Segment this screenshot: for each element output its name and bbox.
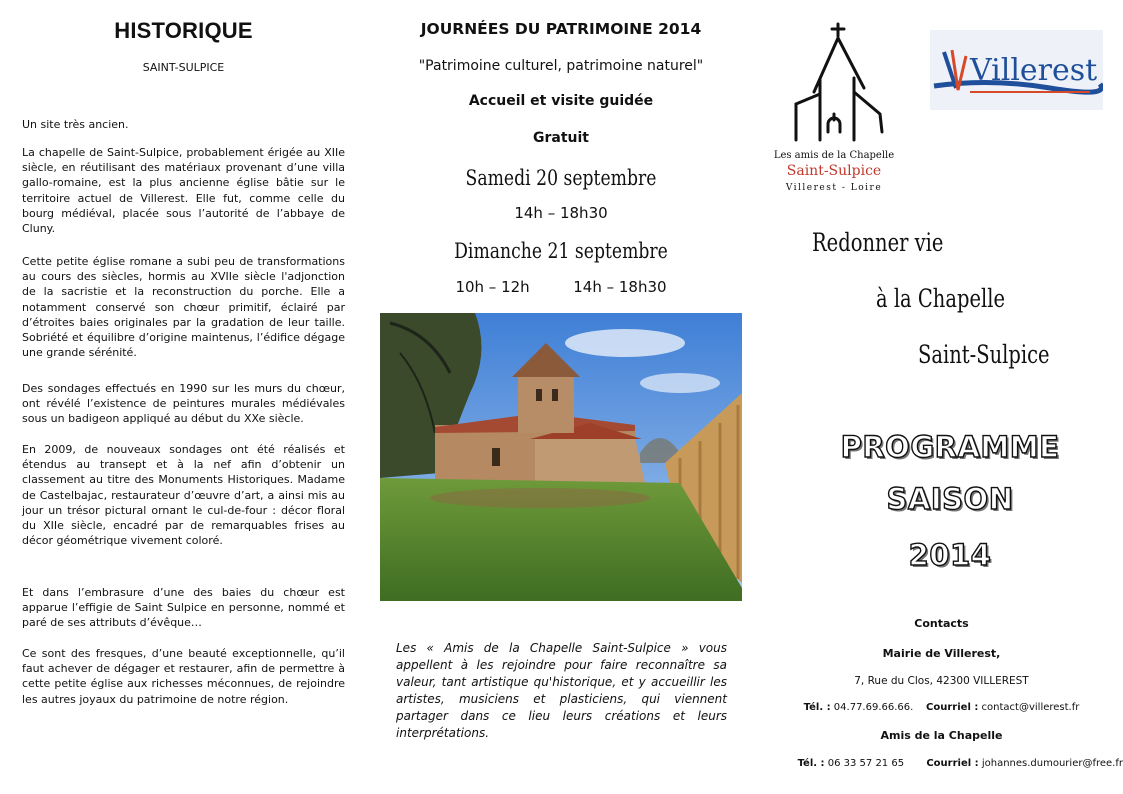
friends-phone[interactable]: 06 33 57 21 65 — [827, 758, 905, 769]
history-paragraph: Des sondages effectués en 1990 sur les murs du chœur, ont révélé l’existence de peintures murales médiévales sous un badigeon appliqué au début du XXe siècle. — [22, 382, 345, 426]
history-paragraph: Ce sont des fresques, d’une beauté exceptionnelle, qu’il faut achever de dégager et restaurer, afin de permettre à cette petite église aux richesses méconnues, de rejoindre les autres joyaux du patrimoine de notre région. — [22, 647, 345, 706]
friends-association-logo — [768, 20, 900, 198]
tel-label: Tél. : — [803, 702, 831, 713]
chapel-photo — [380, 313, 742, 601]
event-welcome: Accueil et visite guidée — [468, 93, 654, 109]
tagline-line-2: à la Chapelle — [876, 284, 1006, 313]
mail-label: Courriel : — [926, 758, 979, 769]
logo-church-text-1: Les amis de la Chapelle — [773, 150, 895, 161]
tagline-line-1: Redonner vie — [812, 228, 944, 257]
history-paragraph: En 2009, de nouveaux sondages ont été réalisés et étendus au transept et à la nef afin d’obtenir un classement au titre des Monuments Historiques. Madame de Castelbajac, restaurateur d’œuvre d’art, a ainsi mis au jour un trésor pictural ornant le cul-de-four : décor floral du XIIe siècle, encadré par de remarquables frises au décor géométrique vivement coloré. — [22, 443, 345, 548]
friends-contact-line — [780, 758, 1123, 769]
event-title: JOURNÉES DU PATRIMOINE 2014 — [420, 20, 702, 38]
mairie-email[interactable]: contact@villerest.fr — [981, 702, 1080, 713]
mairie-contact-line — [760, 702, 1123, 713]
saturday-date: Samedi 20 septembre — [465, 166, 657, 190]
history-paragraph: Et dans l’embrasure d’une des baies du chœur est apparue l’effigie de Saint Sulpice en personne, nommé et paré de ses attributs d’évêque… — [22, 586, 345, 630]
tel-label: Tél. : — [797, 758, 825, 769]
tagline-line-3: Saint-Sulpice — [918, 340, 1050, 369]
saturday-hours: 14h – 18h30 — [514, 204, 608, 222]
villerest-logo — [930, 30, 1103, 110]
mairie-phone[interactable]: 04.77.69.66.66. — [833, 702, 914, 713]
history-paragraph: Un site très ancien. — [22, 118, 129, 131]
history-paragraph: La chapelle de Saint-Sulpice, probablement érigée au XIIe siècle, en réutilisant des matériaux provenant d’une villa gallo-romaine, est la plus ancienne église bâtie sur le territoire actuel de Villerest. Elle fut, comme celle du bourg médiéval, placée sous l’autorité de l’abbaye de Cluny. — [22, 146, 345, 236]
villerest-logo-text: Villerest — [970, 53, 1098, 88]
program-season: SAISON — [886, 482, 1014, 516]
program-year: 2014 — [908, 538, 992, 572]
sunday-date: Dimanche 21 septembre — [454, 239, 668, 263]
mail-label: Courriel : — [926, 702, 979, 713]
friends-name: Amis de la Chapelle — [880, 729, 1003, 742]
logo-church-text-2: Saint-Sulpice — [786, 163, 882, 179]
mairie-name: Mairie de Villerest, — [882, 647, 1001, 660]
historique-subtitle: SAINT-SULPICE — [142, 61, 225, 74]
event-slogan: "Patrimoine culturel, patrimoine naturel" — [418, 58, 704, 74]
program-heading: PROGRAMME — [840, 430, 1060, 464]
sunday-hours-morning: 10h – 12h — [455, 278, 530, 296]
contacts-title: Contacts — [914, 617, 969, 630]
logo-church-text-3: Villerest - Loire — [785, 183, 883, 193]
mairie-address: 7, Rue du Clos, 42300 VILLEREST — [854, 675, 1029, 687]
historique-title: HISTORIQUE — [114, 18, 253, 43]
friends-email[interactable]: johannes.dumourier@free.fr — [981, 758, 1123, 769]
friends-invitation: Les « Amis de la Chapelle Saint-Sulpice » vous appellent à les rejoindre pour faire reconnaître sa valeur, tant artistique qu'historique, et y accueillir les artistes, musiciens et plasticiens, qui viennent partager dans ce lieu leurs créations et leurs interprétations. — [396, 641, 727, 740]
sunday-hours — [380, 278, 742, 296]
event-free: Gratuit — [533, 130, 589, 146]
history-paragraph: Cette petite église romane a subi peu de transformations au cours des siècles, hormis au XVIIe siècle l'adjonction de la sacristie et la reconstruction du porche. Elle a notamment conservé son chœur primitif, éclairé par d’étroites baies originales par la gradation de leur taille. Sobriété et équilibre d’origine maintenus, l’édifice dégage une grande sérénité. — [22, 255, 345, 360]
sunday-hours-afternoon: 14h – 18h30 — [573, 278, 667, 296]
